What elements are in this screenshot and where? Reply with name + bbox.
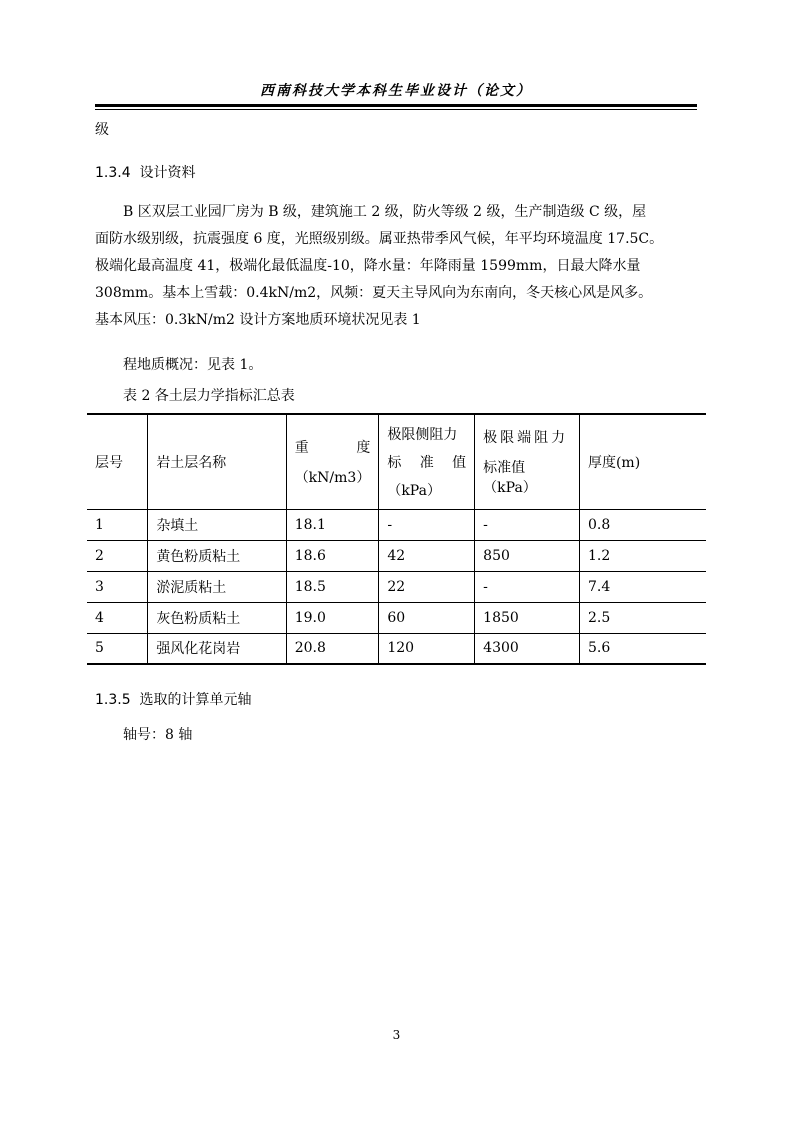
table-row xyxy=(87,540,706,571)
header-rule-thick xyxy=(95,104,697,107)
header-layer-name: 岩土层名称 xyxy=(148,414,286,509)
cell-end-resistance: 850 xyxy=(475,540,580,571)
cell-layer-name: 淤泥质粘土 xyxy=(148,571,286,602)
section-number: 1.3.4 xyxy=(95,165,131,181)
header-rule-thin xyxy=(95,109,697,110)
header-side-resistance: 极限侧阻力 标 准 值 （kPa） xyxy=(379,414,475,509)
table-row xyxy=(87,633,706,664)
section-title: 设计资料 xyxy=(139,165,196,181)
header-end-resistance: 极限端阻力 标准值（kPa） xyxy=(475,414,580,509)
section-heading-1-3-4 xyxy=(95,165,196,181)
section-number: 1.3.5 xyxy=(95,692,131,708)
cell-side-resistance: 120 xyxy=(379,633,475,664)
header-unit-weight: 重 度 （kN/m3） xyxy=(286,414,379,509)
table-caption: 表 2 各土层力学指标汇总表 xyxy=(123,388,295,404)
cell-end-resistance: - xyxy=(475,571,580,602)
table-row xyxy=(87,602,706,633)
cell-end-resistance: - xyxy=(475,509,580,540)
cell-layer-name: 黄色粉质粘土 xyxy=(148,540,286,571)
paragraph-line: 极端化最高温度 41，极端化最低温度-10，降水量：年降雨量 1599mm，日最大降水量 xyxy=(95,258,641,274)
design-data-paragraph xyxy=(95,199,700,334)
cell-side-resistance: 60 xyxy=(379,602,475,633)
cell-layer-no: 5 xyxy=(87,633,148,664)
cell-layer-name: 灰色粉质粘土 xyxy=(148,602,286,633)
cell-thickness: 2.5 xyxy=(579,602,706,633)
cell-layer-name: 杂填土 xyxy=(148,509,286,540)
cell-unit-weight: 20.8 xyxy=(286,633,379,664)
cell-layer-no: 2 xyxy=(87,540,148,571)
table-header-row xyxy=(87,414,706,509)
cell-unit-weight: 18.1 xyxy=(286,509,379,540)
section-heading-1-3-5 xyxy=(95,692,252,708)
cell-thickness: 5.6 xyxy=(579,633,706,664)
axis-line: 轴号：8 轴 xyxy=(123,727,193,743)
cell-layer-no: 1 xyxy=(87,509,148,540)
cell-side-resistance: 42 xyxy=(379,540,475,571)
table-row xyxy=(87,571,706,602)
cell-unit-weight: 18.5 xyxy=(286,571,379,602)
cell-layer-no: 3 xyxy=(87,571,148,602)
paragraph-line: 基本风压：0.3kN/m2 设计方案地质环境状况见表 1 xyxy=(95,312,421,328)
cell-thickness: 0.8 xyxy=(579,509,706,540)
cell-end-resistance: 1850 xyxy=(475,602,580,633)
header-thickness: 厚度(m) xyxy=(579,414,706,509)
continuation-text: 级 xyxy=(95,122,109,138)
paragraph-line: 面防水级别级，抗震强度 6 度，光照级别级。属亚热带季风气候，年平均环境温度 17.5C。 xyxy=(95,231,664,247)
cell-side-resistance: 22 xyxy=(379,571,475,602)
cell-layer-name: 强风化花岗岩 xyxy=(148,633,286,664)
cell-layer-no: 4 xyxy=(87,602,148,633)
cell-thickness: 7.4 xyxy=(579,571,706,602)
cell-thickness: 1.2 xyxy=(579,540,706,571)
header-layer-no: 层号 xyxy=(87,414,148,509)
cell-side-resistance: - xyxy=(379,509,475,540)
soil-properties-table xyxy=(87,413,706,665)
geology-line: 程地质概况：见表 1。 xyxy=(123,357,263,373)
page-header-title: 西南科技大学本科生毕业设计（论文） xyxy=(260,83,532,99)
section-title: 选取的计算单元轴 xyxy=(139,692,252,708)
paragraph-line: 308mm。基本上雪载：0.4kN/m2，风频：夏天主导风向为东南向，冬天核心风是风多。 xyxy=(95,285,653,301)
cell-unit-weight: 19.0 xyxy=(286,602,379,633)
page-number: 3 xyxy=(392,1028,401,1042)
table-row xyxy=(87,509,706,540)
paragraph-line: B 区双层工业园厂房为 B 级，建筑施工 2 级，防火等级 2 级，生产制造级 C 级，屋 xyxy=(123,204,647,220)
cell-end-resistance: 4300 xyxy=(475,633,580,664)
cell-unit-weight: 18.6 xyxy=(286,540,379,571)
